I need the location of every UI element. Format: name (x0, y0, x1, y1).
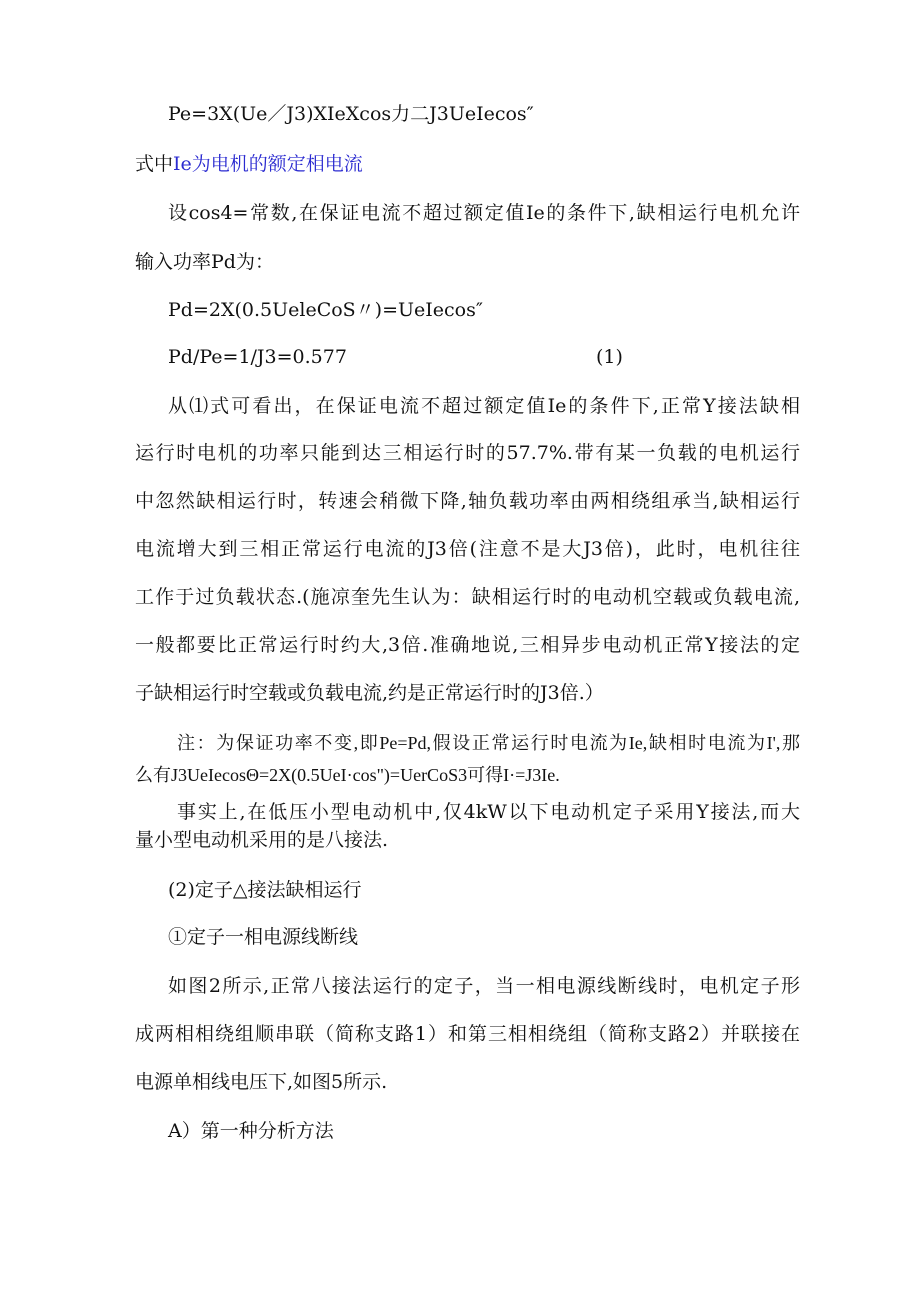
paragraph-line: 事实上,在低压小型电动机中,仅4kW以下电动机定子采用Y接法,而大 (177, 801, 800, 823)
equation-number: (1) (596, 346, 623, 368)
note-line: 注：为保证功率不变,即Pe=Pd,假设正常运行时电流为Ie,缺相时电流为I',那 (177, 733, 800, 753)
subsection-heading: ①定子一相电源线断线 (168, 926, 359, 948)
paragraph-line: 一般都要比正常运行时约大,3倍.准确地说,三相异步电动机正常Y接法的定 (135, 634, 800, 656)
paragraph-line: 输入功率Pd为： (135, 251, 274, 273)
method-heading: A）第一种分析方法 (168, 1120, 334, 1142)
paragraph-line: 设cos4=常数,在保证电流不超过额定值Ie的条件下,缺相运行电机允许 (168, 202, 800, 224)
formula-pe: Pe=3X(Ue／J3)XIeXcos力二J3UeIecos″ (168, 103, 534, 125)
paragraph-line: 子缺相运行时空载或负载电流,约是正常运行时的J3倍.） (135, 682, 604, 704)
paragraph-line: 如图2所示,正常八接法运行的定子，当一相电源线断线时，电机定子形 (168, 975, 800, 997)
paragraph-line: 成两相相绕组顺串联（简称支路1）和第三相相绕组（简称支路2）并联接在 (135, 1023, 800, 1045)
paragraph-line: 工作于过负载状态.(施凉奎先生认为：缺相运行时的电动机空载或负载电流, (135, 586, 800, 608)
note-line: 么有J3UeIecosΘ=2X(0.5UeI·cos")=UerCoS3可得I·=J3Ie. (135, 765, 560, 785)
formula-ratio: Pd/Pe=1/J3=0.577 (168, 346, 347, 368)
paragraph-line: 运行时电机的功率只能到达三相运行时的57.7%.带有某一负载的电机运行 (135, 442, 800, 464)
paragraph-line: 从⑴式可看出，在保证电流不超过额定值Ie的条件下,正常Y接法缺相 (168, 395, 800, 417)
formula-note-ie (135, 151, 363, 177)
formula-note-prefix: 式中 (135, 153, 174, 175)
paragraph-line: 中忽然缺相运行时，转速会稍微下降,轴负载功率由两相绕组承当,缺相运行 (135, 490, 800, 512)
formula-note-definition: Ie为电机的额定相电流 (173, 153, 363, 175)
paragraph-line: 电源单相线电压下,如图5所示. (135, 1071, 388, 1093)
section-heading: (2)定子△接法缺相运行 (168, 879, 362, 901)
formula-pd: Pd=2X(0.5UeleCoS〃)=UeIecos″ (168, 299, 483, 321)
paragraph-line: 电流增大到三相正常运行电流的J3倍(注意不是大J3倍)，此时，电机往往 (135, 538, 800, 560)
paragraph-line: 量小型电动机采用的是八接法. (135, 829, 389, 851)
